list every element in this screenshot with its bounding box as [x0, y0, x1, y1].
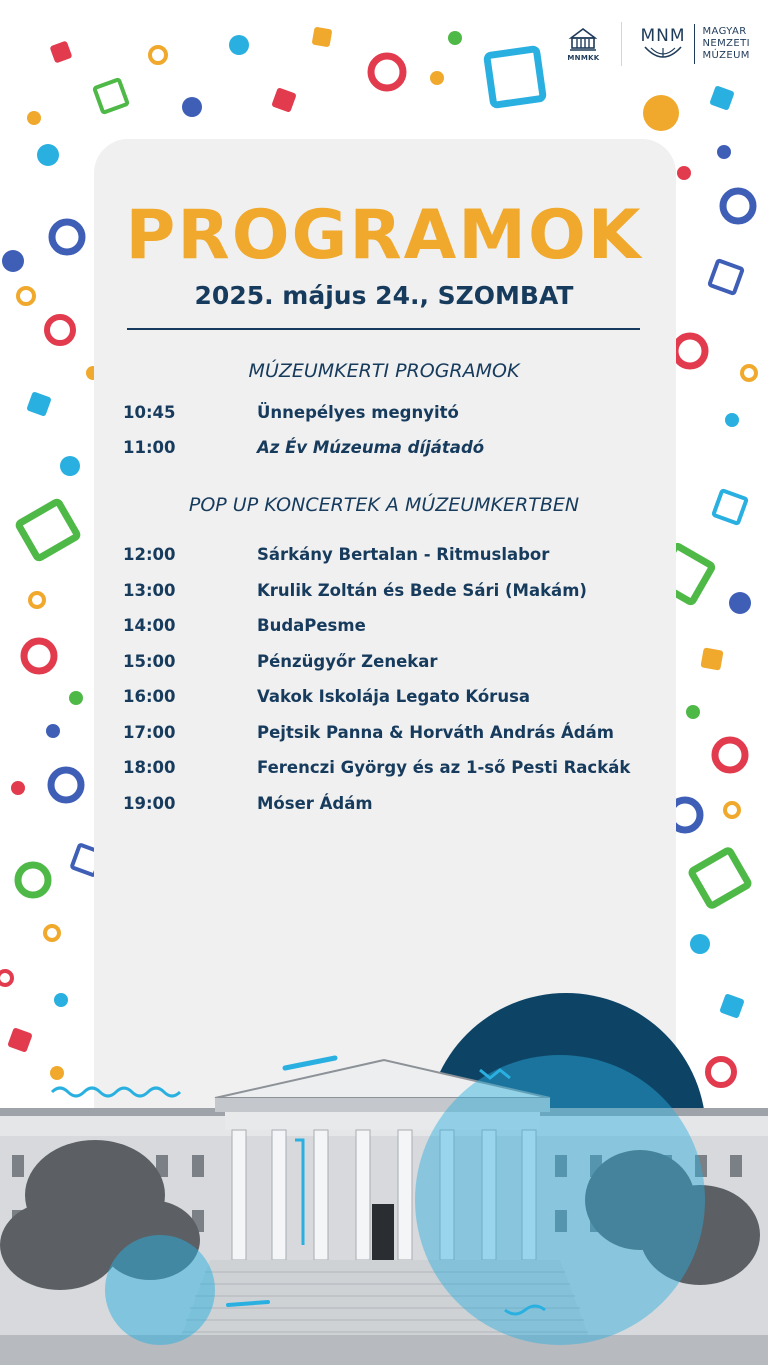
- logo-divider: [621, 22, 622, 66]
- program-event: Pénzügyőr Zenekar: [257, 652, 438, 671]
- event-date: 2025. május 24., SZOMBAT: [194, 281, 574, 310]
- program-event: Sárkány Bertalan - Ritmuslabor: [257, 545, 550, 564]
- program-row: [123, 650, 663, 674]
- logo-bar: [563, 22, 750, 66]
- museum-building-illustration: [0, 990, 768, 1365]
- program-row: [123, 614, 663, 638]
- program-event: Ferenczi György és az 1-ső Pesti Rackák: [257, 758, 631, 777]
- program-row: [123, 685, 663, 709]
- program-row: [123, 401, 663, 425]
- program-time: 10:45: [123, 403, 176, 422]
- program-time: 19:00: [123, 794, 176, 813]
- program-row: [123, 543, 663, 567]
- program-row: [123, 579, 663, 603]
- program-time: 15:00: [123, 652, 176, 671]
- program-event: Pejtsik Panna & Horváth András Ádám: [257, 723, 614, 742]
- program-time: 18:00: [123, 758, 176, 777]
- program-event: Az Év Múzeuma díjátadó: [257, 438, 485, 457]
- museum-building-icon: [568, 26, 598, 52]
- program-row: [123, 756, 663, 780]
- program-time: 14:00: [123, 616, 176, 635]
- program-time: 13:00: [123, 581, 176, 600]
- mnm-name-line-3: MÚZEUM: [702, 50, 750, 61]
- program-time: 12:00: [123, 545, 176, 564]
- mnm-emblem-icon: [643, 45, 683, 61]
- program-time: 16:00: [123, 687, 176, 706]
- program-event: Móser Ádám: [257, 794, 373, 813]
- program-row: [123, 721, 663, 745]
- mnm-name-line-1: MAGYAR: [702, 26, 747, 37]
- mnm-mark: MNM: [640, 25, 686, 46]
- program-row: [123, 436, 663, 460]
- page-title: PROGRAMOK: [125, 196, 643, 275]
- mnmkk-logo: [563, 26, 603, 62]
- program-time: 11:00: [123, 438, 176, 457]
- mnm-name-line-2: NEMZETI: [702, 38, 750, 49]
- program-row: [123, 792, 663, 816]
- mnmkk-caption: MNMKK: [567, 54, 600, 62]
- program-event: Krulik Zoltán és Bede Sári (Makám): [257, 581, 587, 600]
- mnm-logo: [640, 24, 750, 64]
- section-title-popup-concerts: POP UP KONCERTEK A MÚZEUMKERTBEN: [188, 494, 580, 516]
- program-time: 17:00: [123, 723, 176, 742]
- section-title-museum-garden: MÚZEUMKERTI PROGRAMOK: [248, 360, 520, 382]
- program-event: BudaPesme: [257, 616, 366, 635]
- program-event: Vakok Iskolája Legato Kórusa: [257, 687, 531, 706]
- title-divider: [127, 328, 640, 330]
- program-event: Ünnepélyes megnyitó: [257, 403, 459, 422]
